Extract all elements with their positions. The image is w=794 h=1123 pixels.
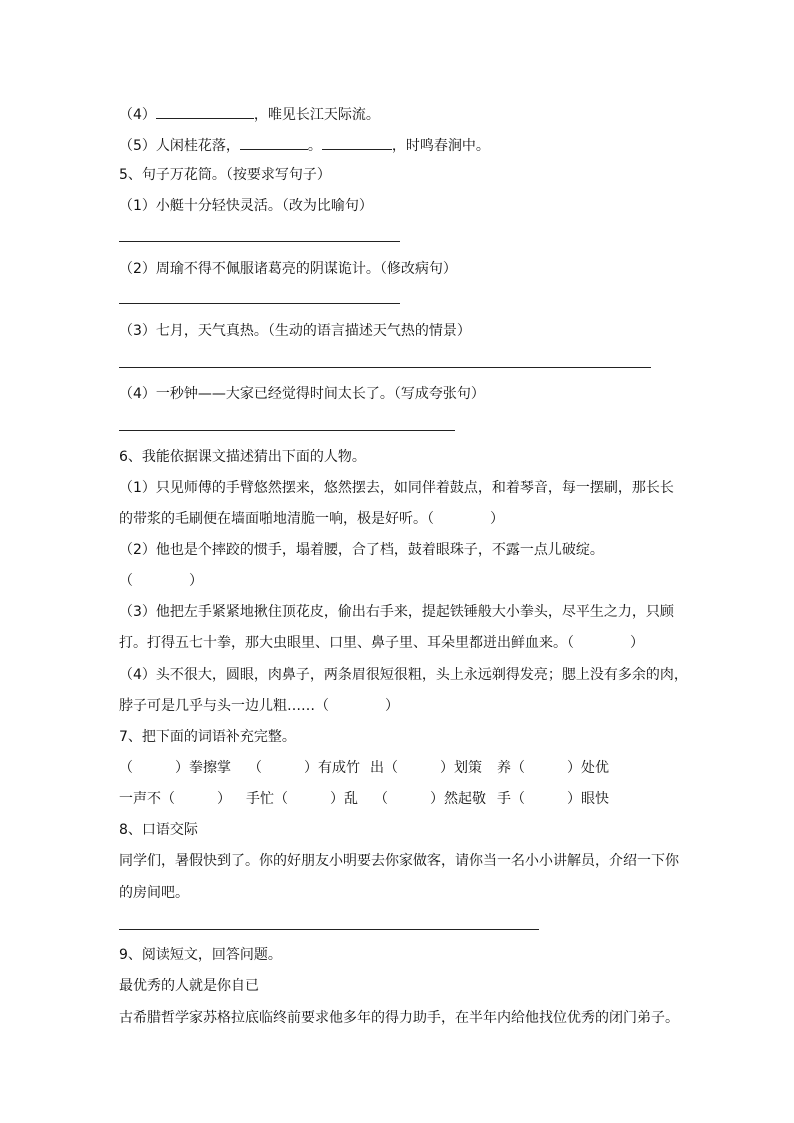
question-8-title: 8、口语交际 [119, 822, 198, 838]
item-number: （4） [119, 107, 156, 123]
question-6-passage-2b: （ ） [119, 573, 203, 589]
question-6-passage-4a: （4）头不很大，圆眼，肉鼻子，两条眉很短很粗，头上永远剃得发亮；腮上没有多余的肉， [119, 667, 688, 683]
idiom-item: （ ）拳擦掌 [119, 760, 231, 776]
answer-line[interactable] [119, 929, 539, 930]
question-6-passage-4b: 脖子可是几乎与头一边儿粗……（ ） [119, 698, 399, 714]
idiom-item: 手忙（ ）乱 [246, 791, 358, 807]
fill-blank[interactable] [240, 135, 308, 150]
idiom-item: 养（ ）处优 [497, 760, 609, 776]
question-5-sentence-2: （2）周瑜不得不佩服诸葛亮的阴谋诡计。（修改病句） [119, 261, 457, 277]
question-6-passage-3b: 打。打得五七十拳，那大虫眼里、口里、鼻子里、耳朵里都迸出鲜血来。（ ） [119, 635, 644, 651]
poem-text: ，唯见长江天际流。 [253, 107, 380, 123]
poem-line-5 [119, 135, 490, 155]
question-5-sentence-3: （3）七月，天气真热。（生动的语言描述天气热的情景） [119, 323, 471, 339]
question-6-title: 6、我能依据课文描述猜出下面的人物。 [119, 449, 366, 465]
idiom-item: 一声不（ ） [119, 791, 231, 807]
question-6-passage-3a: （3）他把左手紧紧地揪住顶花皮，偷出右手来，提起铁锤般大小拳头，尽平生之力，只顾 [119, 604, 674, 620]
idiom-item: 手（ ）眼快 [497, 791, 609, 807]
question-5-sentence-4: （4）一秒钟——大家已经觉得时间太长了。（写成夸张句） [119, 386, 485, 402]
answer-line[interactable] [119, 241, 400, 242]
answer-line[interactable] [119, 430, 455, 431]
question-5-sentence-1: （1）小艇十分轻快灵活。（改为比喻句） [119, 198, 373, 214]
fill-blank[interactable] [322, 135, 392, 150]
idiom-item: （ ）有成竹 [248, 760, 360, 776]
question-6-passage-1b: 的带浆的毛刷便在墙面啪地清脆一响，极是好听。（ ） [119, 511, 504, 527]
fill-blank[interactable] [156, 104, 254, 119]
idiom-item: 出（ ）划策 [370, 760, 482, 776]
question-9-title: 9、阅读短文，回答问题。 [119, 947, 282, 963]
poem-text: ，时鸣春涧中。 [391, 138, 490, 154]
question-7-title: 7、把下面的词语补充完整。 [119, 729, 296, 745]
passage-paragraph: 古希腊哲学家苏格拉底临终前要求他多年的得力助手，在半年内给他找位优秀的闭门弟子。 [119, 1010, 679, 1026]
question-6-passage-1a: （1）只见师傅的手臂悠然摆来，悠然摆去，如同伴着鼓点，和着琴音，每一摆刷，那长长 [119, 480, 674, 496]
question-6-passage-2a: （2）他也是个摔跤的惯手，塌着腰，合了档，鼓着眼珠子，不露一点儿破绽。 [119, 542, 604, 558]
answer-line[interactable] [119, 303, 400, 304]
poem-line-4 [119, 104, 380, 124]
idiom-item: （ ）然起敬 [374, 791, 486, 807]
answer-line[interactable] [119, 367, 651, 368]
passage-heading: 最优秀的人就是你自已 [119, 978, 259, 994]
poem-text: 。 [307, 138, 322, 154]
question-8-prompt-2: 的房间吧。 [119, 885, 189, 901]
question-8-prompt-1: 同学们，暑假快到了。你的好朋友小明要去你家做客，请你当一名小小讲解员，介绍一下你 [119, 853, 679, 869]
poem-text: 人闲桂花落， [155, 138, 240, 154]
item-number: （5） [119, 138, 156, 154]
question-5-title: 5、句子万花筒。（按要求写句子） [119, 167, 331, 183]
